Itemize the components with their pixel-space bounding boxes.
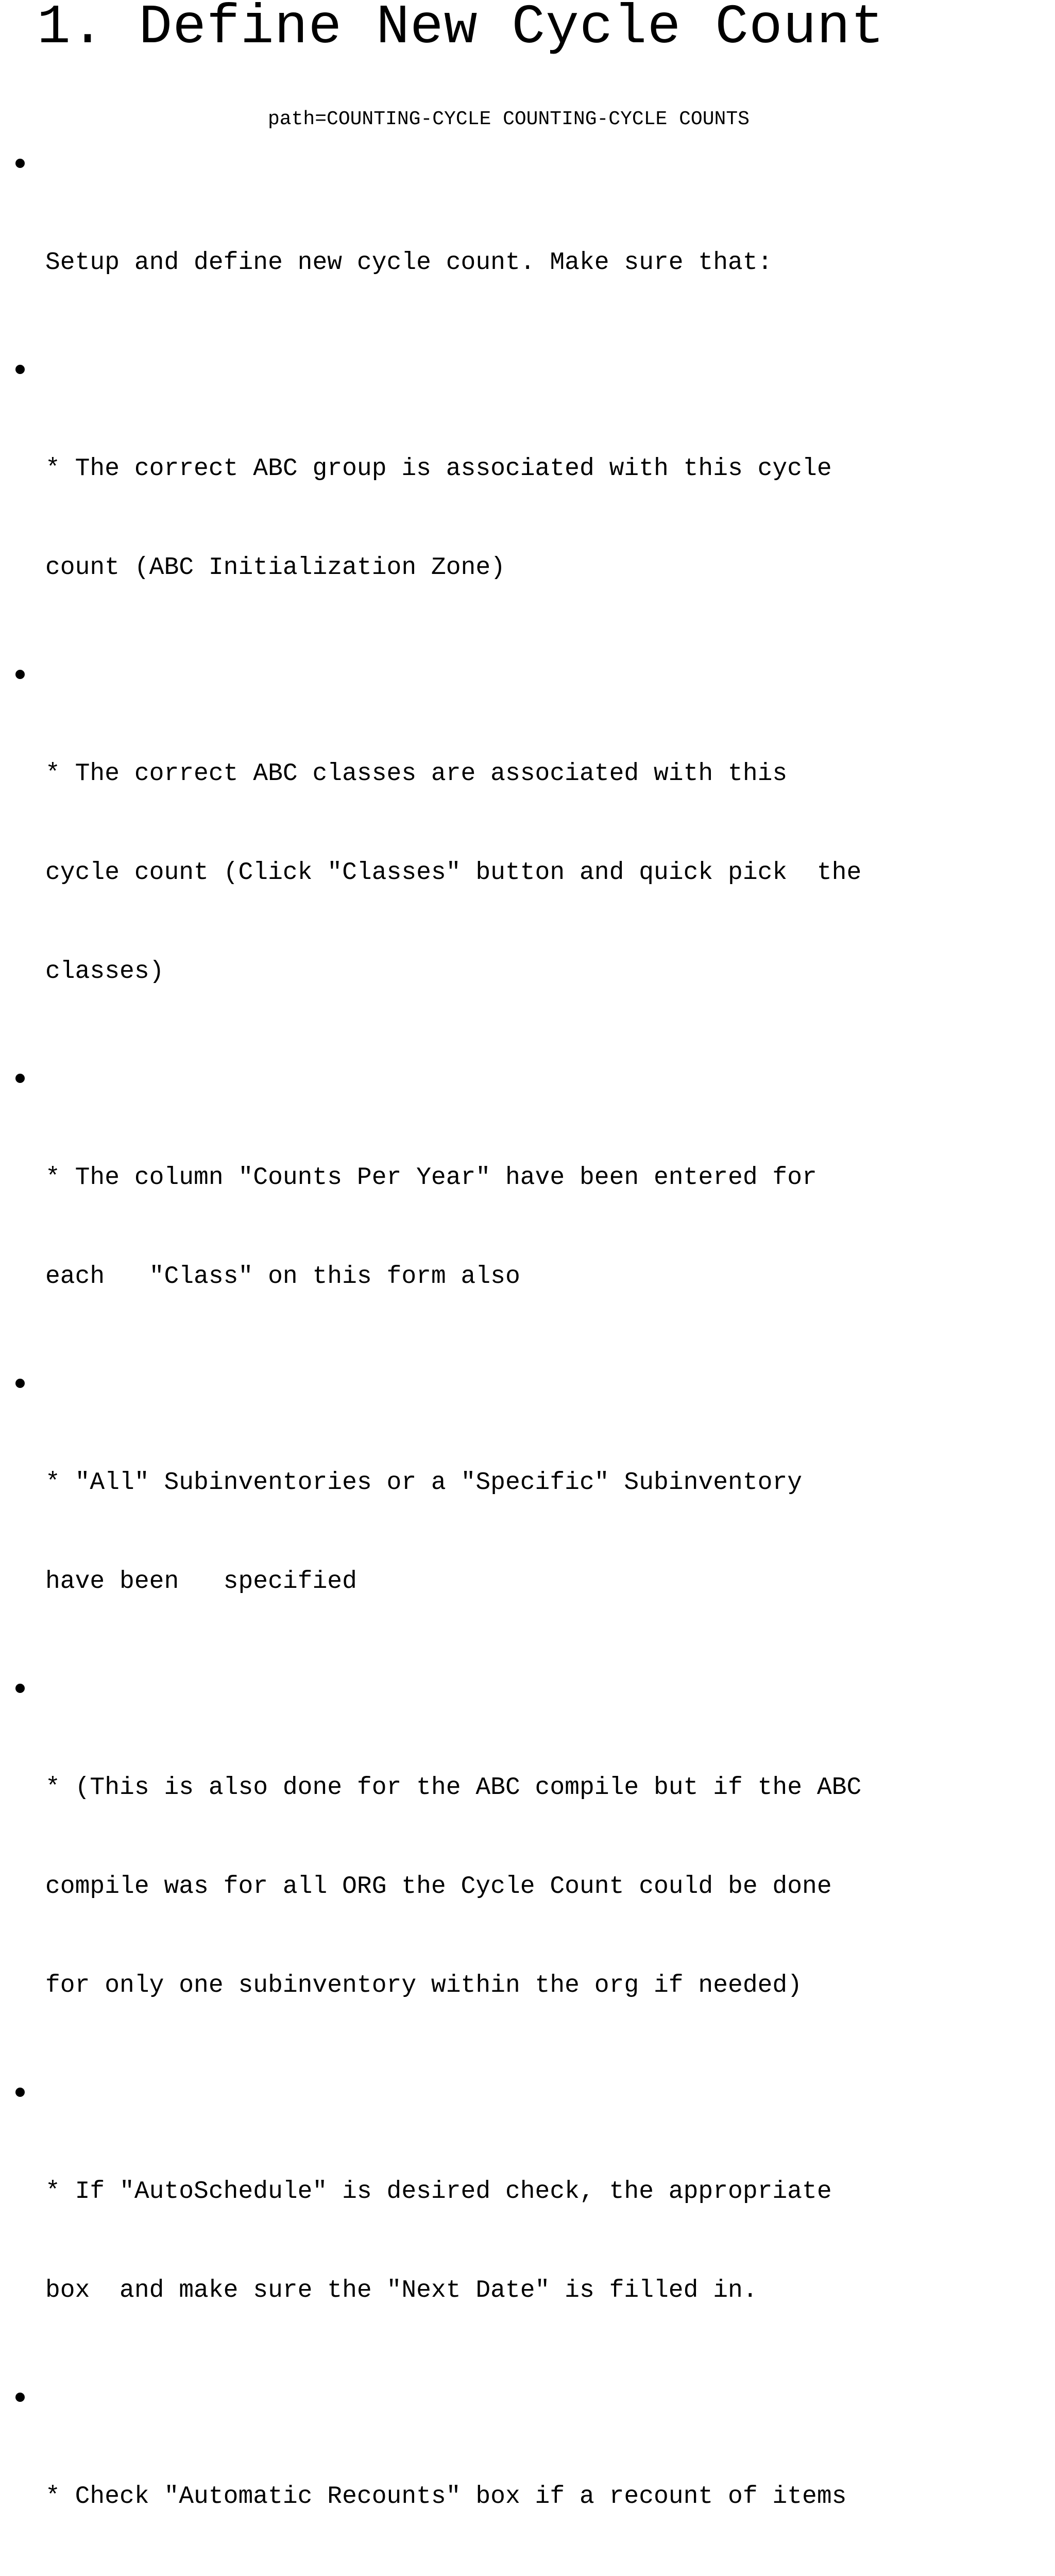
bullet-text: count (ABC Initialization Zone) (45, 554, 505, 582)
bullet-item-6 (0, 1672, 1055, 2068)
bullet-item-1 (0, 147, 1055, 345)
bullet-text: * "All" Subinventories or a "Specific" Subinventory (45, 1469, 803, 1497)
bullet-item-3 (0, 658, 1055, 1054)
bullet-text: * The column "Counts Per Year" have been entered for (45, 1164, 817, 1192)
bullet-text: have been specified (45, 1568, 357, 1596)
bullet-icon (15, 1074, 25, 1083)
bullet-text: * Check "Automatic Recounts" box if a recount of items (45, 2483, 847, 2511)
bullet-text: cycle count (Click "Classes" button and quick pick the (45, 859, 862, 887)
slide-title: 1. Define New Cycle Count (37, 0, 885, 59)
bullet-item-7 (0, 2076, 1055, 2373)
bullet-text: Setup and define new cycle count. Make sure that: (45, 249, 773, 277)
bullet-list (0, 147, 1055, 2576)
bullet-item-8 (0, 2381, 1055, 2576)
bullet-text: compile was for all ORG the Cycle Count could be done (45, 1873, 832, 1901)
bullet-item-2 (0, 353, 1055, 650)
bullet-icon (15, 670, 25, 679)
bullet-icon (15, 1684, 25, 1693)
bullet-icon (15, 159, 25, 168)
bullet-text: each "Class" on this form also (45, 1263, 520, 1291)
bullet-text: * The correct ABC classes are associated with this (45, 760, 788, 788)
bullet-icon (15, 2393, 25, 2402)
bullet-text: box and make sure the "Next Date" is filled in. (45, 2277, 758, 2304)
bullet-icon (15, 365, 25, 374)
bullet-item-4 (0, 1062, 1055, 1359)
bullet-item-5 (0, 1367, 1055, 1664)
bullet-text: * If "AutoSchedule" is desired check, the appropriate (45, 2178, 832, 2206)
bullet-icon (15, 1379, 25, 1388)
navigation-path: path=COUNTING-CYCLE COUNTING-CYCLE COUNTS (268, 108, 750, 130)
bullet-icon (15, 2088, 25, 2097)
bullet-text: classes) (45, 958, 164, 986)
bullet-text: * (This is also done for the ABC compile but if the ABC (45, 1774, 862, 1802)
bullet-text: * The correct ABC group is associated with this cycle (45, 455, 832, 483)
bullet-text: for only one subinventory within the org if needed) (45, 1972, 803, 1999)
